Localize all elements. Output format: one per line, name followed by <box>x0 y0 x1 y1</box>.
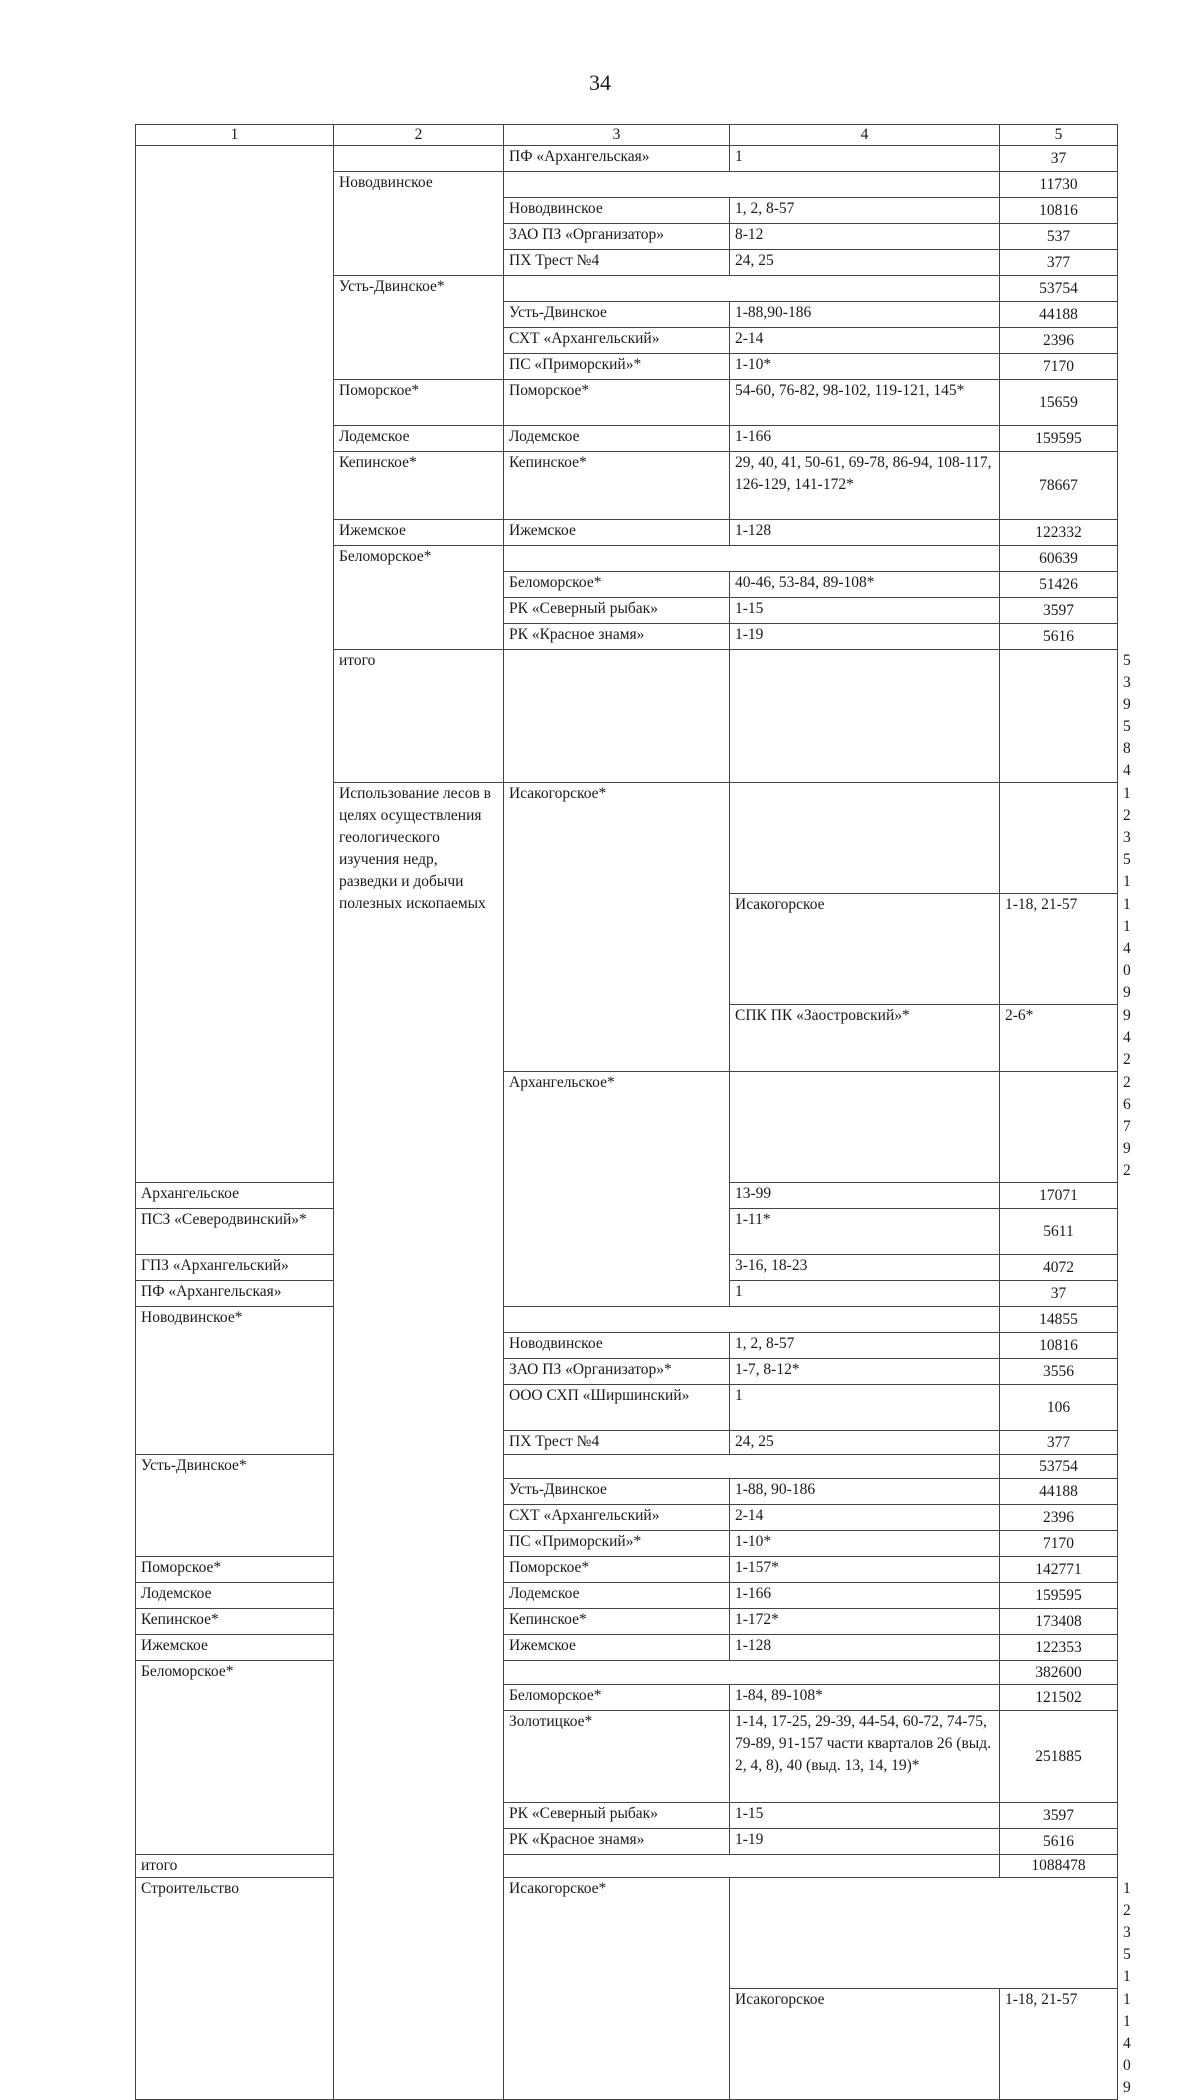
table-cell <box>730 1878 1118 1989</box>
table-cell: 1-11* <box>730 1209 1000 1255</box>
table-row <box>136 1307 1118 1333</box>
column-header: 3 <box>504 125 730 146</box>
table-cell: 1 <box>730 1281 1000 1307</box>
table-cell: 1-166 <box>730 1583 1000 1609</box>
table-cell: итого <box>136 1855 1000 1878</box>
header-row <box>136 125 1118 146</box>
table-cell: Использование лесов в целях осуществления геологического изучения недр, разведки и добычи полезных ископаемых <box>334 783 504 2100</box>
table-cell: 1-128 <box>730 1635 1000 1661</box>
column-header: 5 <box>1000 125 1118 146</box>
table-cell: 10816 <box>1000 1333 1118 1359</box>
table-cell: Исакогорское* <box>504 1878 730 2100</box>
table-cell: Беломорское* <box>136 1661 334 1855</box>
table-cell: 2-14 <box>730 328 1000 354</box>
table-cell: 1-172* <box>730 1609 1000 1635</box>
table-cell: 2396 <box>1000 328 1118 354</box>
table-row: Исакогорское 1-18, 21-57 11409 <box>136 1989 1118 2100</box>
table-cell: Ижемское <box>136 1635 334 1661</box>
table-cell: 2396 <box>1000 1505 1118 1531</box>
table-cell: 3-16, 18-23 <box>730 1255 1000 1281</box>
table-cell: 17071 <box>1000 1183 1118 1209</box>
table-cell: Ижемское <box>504 520 730 546</box>
table-cell: 1-157* <box>730 1557 1000 1583</box>
forest-use-table <box>135 124 1131 2100</box>
table-cell: 24, 25 <box>730 250 1000 276</box>
table-cell: 1 <box>730 146 1000 172</box>
table-cell <box>136 146 334 1183</box>
table-cell: 37 <box>1000 1281 1118 1307</box>
table-cell: 7170 <box>1000 354 1118 380</box>
table-cell <box>1000 1072 1118 1183</box>
table-cell: 14855 <box>1000 1307 1118 1333</box>
table-cell: 29, 40, 41, 50-61, 69-78, 86-94, 108-117, 126-129, 141-172* <box>730 452 1000 520</box>
table-cell: Усть-Двинское <box>504 302 730 328</box>
table-row: Строительство Исакогорское* 12351 <box>136 1878 1118 1989</box>
table-row <box>136 1557 1118 1583</box>
table-cell: Поморское* <box>504 380 730 426</box>
table-cell: Кепинское* <box>334 452 504 520</box>
table-row: итого 539584 <box>136 650 1118 783</box>
table-row <box>136 1635 1118 1661</box>
table-cell: 10816 <box>1000 198 1118 224</box>
table-cell: Кепинское* <box>136 1609 334 1635</box>
table-cell <box>1000 650 1118 783</box>
table-cell: Лодемское <box>136 1583 334 1609</box>
table-cell: 3597 <box>1000 598 1118 624</box>
table-cell: Лодемское <box>334 426 504 452</box>
table-body <box>136 125 1131 2100</box>
table-cell: 7170 <box>1000 1531 1118 1557</box>
table-cell: 377 <box>1000 250 1118 276</box>
table-cell: 121502 <box>1000 1685 1118 1711</box>
table-cell: 159595 <box>1000 426 1118 452</box>
table-cell <box>1000 783 1118 894</box>
table-cell: 44188 <box>1000 302 1118 328</box>
table-cell: 3556 <box>1000 1359 1118 1385</box>
table-cell: 1-84, 89-108* <box>730 1685 1000 1711</box>
table-cell: 37 <box>1000 146 1118 172</box>
table-cell: ПФ «Архангельская» <box>136 1281 334 1307</box>
table-cell: 1-7, 8-12* <box>730 1359 1000 1385</box>
table-cell: 24, 25 <box>730 1431 1000 1455</box>
table-cell: 159595 <box>1000 1583 1118 1609</box>
table-cell: 54-60, 76-82, 98-102, 119-121, 145* <box>730 380 1000 426</box>
table-cell: 2-14 <box>730 1505 1000 1531</box>
table-cell: ЗАО ПЗ «Организатор»* <box>504 1359 730 1385</box>
table-cell: ЗАО ПЗ «Организатор» <box>504 224 730 250</box>
table-cell: 1-88,90-186 <box>730 302 1000 328</box>
table-row <box>136 1661 1118 1685</box>
table-cell: 1-19 <box>730 624 1000 650</box>
table-cell: 1, 2, 8-57 <box>730 1333 1000 1359</box>
table-cell: ПС «Приморский»* <box>504 1531 730 1557</box>
table-cell <box>730 650 1000 783</box>
table-cell: Кепинское* <box>504 1609 730 1635</box>
table-row: СПК ПК «Заостровский»* 2-6* 942 <box>136 1005 1118 1072</box>
table-cell: 122353 <box>1000 1635 1118 1661</box>
table-cell: 2-6* <box>1000 1005 1118 1072</box>
table-cell: 53754 <box>1000 1455 1118 1479</box>
table-cell: Поморское* <box>504 1557 730 1583</box>
table-cell: Новодвинское <box>504 1333 730 1359</box>
table-cell: Золотицкое* <box>504 1711 730 1803</box>
table-cell: 142771 <box>1000 1557 1118 1583</box>
table-row: Исакогорское 1-18, 21-57 11409 <box>136 894 1118 1005</box>
table-cell: Поморское* <box>334 380 504 426</box>
table-row: Архангельское* 26792 <box>136 1072 1118 1183</box>
table-cell: Усть-Двинское* <box>334 276 504 380</box>
table-cell: ГПЗ «Архангельский» <box>136 1255 334 1281</box>
table-cell: 1-10* <box>730 354 1000 380</box>
table-cell: 15659 <box>1000 380 1118 426</box>
table-cell <box>504 1455 1000 1479</box>
table-row <box>136 1583 1118 1609</box>
table-cell: 1-19 <box>730 1829 1000 1855</box>
table-cell: Исакогорское* <box>504 783 730 1072</box>
table-cell: ПС «Приморский»* <box>504 354 730 380</box>
table-cell <box>730 783 1000 894</box>
table-cell: 1-15 <box>730 598 1000 624</box>
table-cell: 5616 <box>1000 624 1118 650</box>
table-cell: Беломорское* <box>504 1685 730 1711</box>
table-row <box>136 146 1118 172</box>
table-cell: Исакогорское <box>730 894 1000 1005</box>
table-cell: 382600 <box>1000 1661 1118 1685</box>
table-cell <box>730 1072 1000 1183</box>
table-cell: 51426 <box>1000 572 1118 598</box>
table-cell: ПХ Трест №4 <box>504 1431 730 1455</box>
table-cell <box>504 546 1000 572</box>
table-cell: 1-14, 17-25, 29-39, 44-54, 60-72, 74-75, 79-89, 91-157 части кварталов 26 (выд. 2, 4, 8), 40 (выд. 13, 14, 19)* <box>730 1711 1000 1803</box>
table-cell: 44188 <box>1000 1479 1118 1505</box>
table-cell: 40-46, 53-84, 89-108* <box>730 572 1000 598</box>
table-cell: РК «Красное знамя» <box>504 1829 730 1855</box>
table-cell: 251885 <box>1000 1711 1118 1803</box>
table-cell: Ижемское <box>504 1635 730 1661</box>
table-cell: 1-128 <box>730 520 1000 546</box>
table-cell: 3597 <box>1000 1803 1118 1829</box>
table-cell <box>504 172 1000 198</box>
table-cell: Исакогорское <box>730 1989 1000 2100</box>
table-cell: РК «Красное знамя» <box>504 624 730 650</box>
table-cell: Лодемское <box>504 426 730 452</box>
table-cell: Строительство <box>136 1878 334 2100</box>
table-cell: 537 <box>1000 224 1118 250</box>
table-cell: Поморское* <box>136 1557 334 1583</box>
table-cell: РК «Северный рыбак» <box>504 598 730 624</box>
table-cell: Усть-Двинское <box>504 1479 730 1505</box>
table-cell: Архангельское* <box>504 1072 730 1307</box>
table-cell: 106 <box>1000 1385 1118 1431</box>
table-cell: 1-18, 21-57 <box>1000 1989 1118 2100</box>
table-cell: 1088478 <box>1000 1855 1118 1878</box>
table-row: Использование лесов в целях осуществления геологического изучения недр, разведки и добычи полезных ископаемых Исакогорское* 12351 <box>136 783 1118 894</box>
table-cell: 1-166 <box>730 426 1000 452</box>
table-cell: 5616 <box>1000 1829 1118 1855</box>
table-row <box>136 1609 1118 1635</box>
table-cell: Беломорское* <box>504 572 730 598</box>
table-cell <box>504 1661 1000 1685</box>
table-cell: 13-99 <box>730 1183 1000 1209</box>
table-cell: 53754 <box>1000 276 1118 302</box>
table-row <box>136 1855 1118 1878</box>
table-cell: ПФ «Архангельская» <box>504 146 730 172</box>
table-row <box>136 1455 1118 1479</box>
table-cell: Архангельское <box>136 1183 334 1209</box>
table-cell: 173408 <box>1000 1609 1118 1635</box>
table-cell: ООО СХП «Ширшинский» <box>504 1385 730 1431</box>
table-cell: 1, 2, 8-57 <box>730 198 1000 224</box>
table-cell: 4072 <box>1000 1255 1118 1281</box>
table-cell: 1-15 <box>730 1803 1000 1829</box>
column-header: 2 <box>334 125 504 146</box>
table-cell <box>334 146 504 172</box>
table-cell: СПК ПК «Заостровский»* <box>730 1005 1000 1072</box>
table-cell: Новодвинское <box>334 172 504 276</box>
table-cell: Усть-Двинское* <box>136 1455 334 1557</box>
table-cell: ПХ Трест №4 <box>504 250 730 276</box>
table-cell: 1-18, 21-57 <box>1000 894 1118 1005</box>
table-cell: 8-12 <box>730 224 1000 250</box>
table-cell: Кепинское* <box>504 452 730 520</box>
table-cell: 11730 <box>1000 172 1118 198</box>
table-cell <box>504 650 730 783</box>
table-cell: 1-10* <box>730 1531 1000 1557</box>
table-cell <box>504 1307 1000 1333</box>
column-header: 1 <box>136 125 334 146</box>
table-cell: 1 <box>730 1385 1000 1431</box>
table-cell: Ижемское <box>334 520 504 546</box>
table-cell: 122332 <box>1000 520 1118 546</box>
table-cell: 5611 <box>1000 1209 1118 1255</box>
table-cell: итого <box>334 650 504 783</box>
table-cell: Новодвинское* <box>136 1307 334 1455</box>
page-number: 34 <box>589 70 611 95</box>
table-cell: 78667 <box>1000 452 1118 520</box>
table-cell: СХТ «Архангельский» <box>504 328 730 354</box>
table-cell: Лодемское <box>504 1583 730 1609</box>
table-cell: Беломорское* <box>334 546 504 650</box>
table-cell: ПСЗ «Северодвинский»* <box>136 1209 334 1255</box>
table-cell: РК «Северный рыбак» <box>504 1803 730 1829</box>
table-cell <box>504 276 1000 302</box>
table-cell: 1-88, 90-186 <box>730 1479 1000 1505</box>
table-cell: 377 <box>1000 1431 1118 1455</box>
table-cell: СХТ «Архангельский» <box>504 1505 730 1531</box>
column-header: 4 <box>730 125 1000 146</box>
table-cell: 60639 <box>1000 546 1118 572</box>
table-cell: Новодвинское <box>504 198 730 224</box>
